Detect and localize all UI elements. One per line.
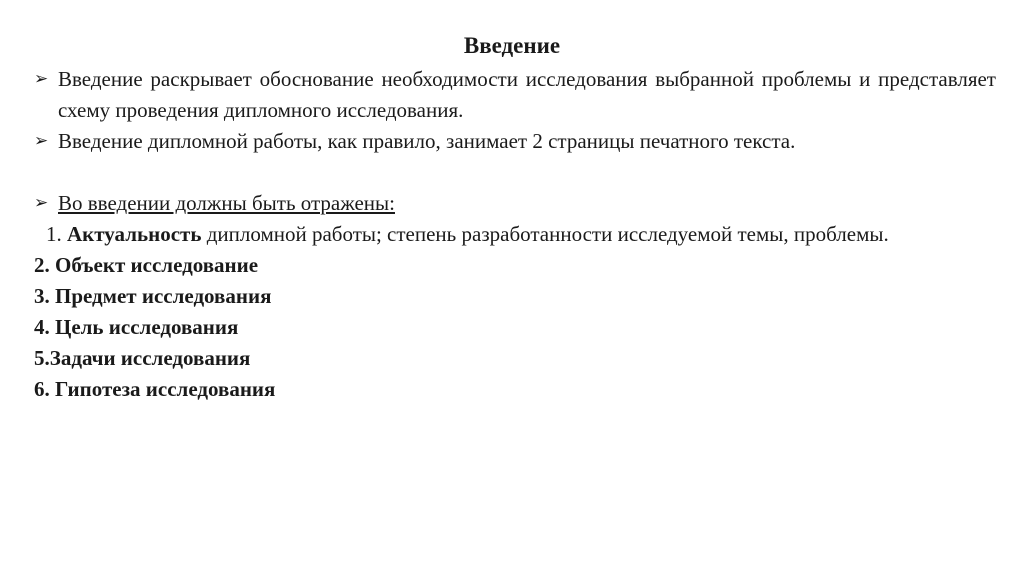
list-item: 6. Гипотеза исследования — [34, 377, 276, 401]
bullet-text: Введение раскрывает обоснование необходимости исследования выбранной проблемы и представляет схему проведения дипломного исследования. — [58, 67, 996, 122]
arrow-bullet-icon: ➢ — [34, 69, 49, 89]
list-item: 4. Цель исследования — [34, 315, 239, 339]
arrow-bullet-icon: ➢ — [34, 131, 49, 151]
list-item: 5.Задачи исследования — [34, 346, 251, 370]
section-heading-bullet — [34, 188, 996, 219]
list-item-1 — [34, 219, 996, 250]
bullet-item — [34, 64, 996, 126]
item-number: 1. — [46, 222, 62, 246]
section-heading: Во введении должны быть отражены: — [58, 191, 395, 215]
list-item: 3. Предмет исследования — [34, 284, 272, 308]
slide-body — [34, 64, 996, 405]
slide-title: Введение — [463, 33, 561, 58]
bullet-text: Введение дипломной работы, как правило, занимает 2 страницы печатного текста. — [58, 129, 796, 153]
list-item: 2. Объект исследование — [34, 253, 259, 277]
item-bold-term: Актуальность — [67, 222, 202, 246]
bullet-item — [34, 126, 996, 157]
arrow-bullet-icon: ➢ — [34, 193, 49, 213]
item-rest-text: дипломной работы; степень разработанности исследуемой темы, проблемы. — [201, 222, 889, 246]
spacer — [34, 157, 996, 188]
